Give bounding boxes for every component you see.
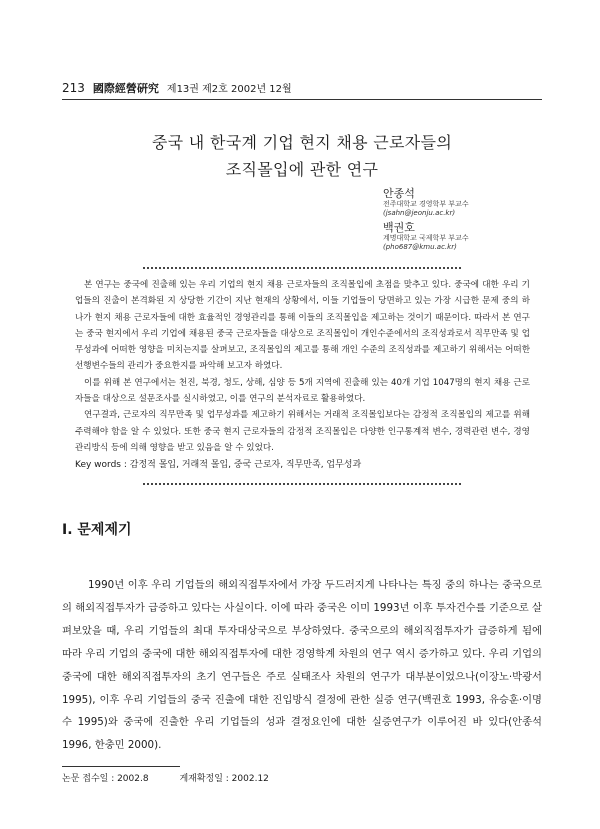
keywords-list: 감정적 몰입, 거래적 몰입, 중국 근로자, 직무만족, 업무성과 (129, 460, 362, 470)
author-email: (pho687@kmu.ac.kr) (383, 243, 457, 251)
author-affiliation: 전주대학교 경영학부 부교수 (383, 200, 469, 208)
footnote (62, 771, 269, 784)
page-number: 213 (62, 81, 85, 95)
body-text (62, 574, 542, 757)
footnote-divider (62, 766, 180, 767)
abstract-paragraph: 이를 위해 본 연구에서는 천진, 북경, 청도, 상해, 심양 등 5개 지역에 진출해 있는 40개 기업 1047명의 현지 채용 근로자들을 대상으로 설문조사를 실시하였고, 이를 연구의 분석자료로 활용하였다. (75, 377, 530, 405)
journal-name: 國際經營硏究 (92, 82, 159, 95)
received-date: 논문 접수일 : 2002.8 (62, 774, 149, 784)
keywords (75, 457, 535, 470)
running-header (62, 80, 542, 98)
paper-title-line-1: 중국 내 한국계 기업 현지 채용 근로자들의 (151, 133, 453, 152)
body-paragraph: 1990년 이후 우리 기업들의 해외직접투자에서 가장 두드러지게 나타나는 특징 중의 하나는 중국으로의 해외직접투자가 급증하고 있다는 사실이다. 이에 따라 중국은 이미 1993년 이후 투자건수를 기준으로 살펴보았을 때, 우리 기업들의 최대 투자대상국으로 부상하였다. 중국으로의 해외직접투자가 급증하게 됨에 따라 우리 기업의 중국에 대한 해외직접투자에 대한 경영학계 차원의 연구 역시 증가하고 있다. 우리 기업의 중국에 대한 해외직접투자의 초기 연구들은 주로 실태조사 차원의 연구가 대부분이었으나(이장노·박광서 1995), 이후 우리 기업들의 중국 진출에 대한 진입방식 결정에 관한 실증 연구(백권호 1993, 유승훈·이명수 1995)와 중국에 진출한 우리 기업들의 성과 결정요인에 대한 실증연구가 이루어진 바 있다(안종석 1996, 한충민 2000). (62, 579, 542, 752)
header-divider (62, 99, 542, 100)
accepted-date: 게재확정일 : 2002.12 (179, 774, 269, 784)
journal-issue: 제13권 제2호 2002년 12월 (166, 84, 292, 95)
abstract-top-divider (143, 267, 461, 269)
author-name: 백권호 (383, 221, 415, 234)
section-heading: Ⅰ. 문제제기 (62, 522, 132, 538)
keywords-label: Key words : (75, 460, 127, 470)
abstract-paragraph: 본 연구는 중국에 진출해 있는 우리 기업의 현지 채용 근로자들의 조직몰입에 초점을 맞추고 있다. 중국에 대한 우리 기업들의 진출이 본격화된 지 상당한 기간이 지난 현재의 상황에서, 이들 기업들이 당면하고 있는 가장 시급한 문제 중의 하나가 현지 채용 근로자들에 대한 효율적인 경영관리를 통해 이들의 조직몰입을 제고하는 것이기 때문이다. 따라서 본 연구는 중국 현지에서 우리 기업에 채용된 중국 근로자들을 대상으로 조직몰입이 개인수준에서의 조직성과로서 직무만족 및 업무성과에 어떠한 영향을 미치는지를 살펴보고, 조직몰입의 제고를 통해 개인 수준의 조직성과를 제고하기 위해서는 어떠한 선행변수들의 관리가 중요한지를 파악해 보고자 하였다. (75, 280, 530, 372)
paper-title-line-2: 조직몰입에 관한 연구 (225, 160, 379, 179)
abstract (75, 277, 530, 456)
author-name: 안종석 (383, 187, 415, 200)
author-block (383, 187, 553, 255)
abstract-bottom-divider (143, 483, 461, 485)
author-email: (jsahn@jeonju.ac.kr) (383, 209, 456, 217)
abstract-paragraph: 연구결과, 근로자의 직무만족 및 업무성과를 제고하기 위해서는 거래적 조직몰입보다는 감정적 조직몰입의 제고를 위해 주력해야 함을 알 수 있었다. 또한 중국 현지 근로자들의 감정적 조직몰입은 다양한 인구통계적 변수, 경력관련 변수, 경영관리방식 등에 의해 영향을 받고 있음을 알 수 있었다. (75, 410, 530, 453)
author-affiliation: 계명대학교 국제학부 부교수 (383, 234, 469, 242)
